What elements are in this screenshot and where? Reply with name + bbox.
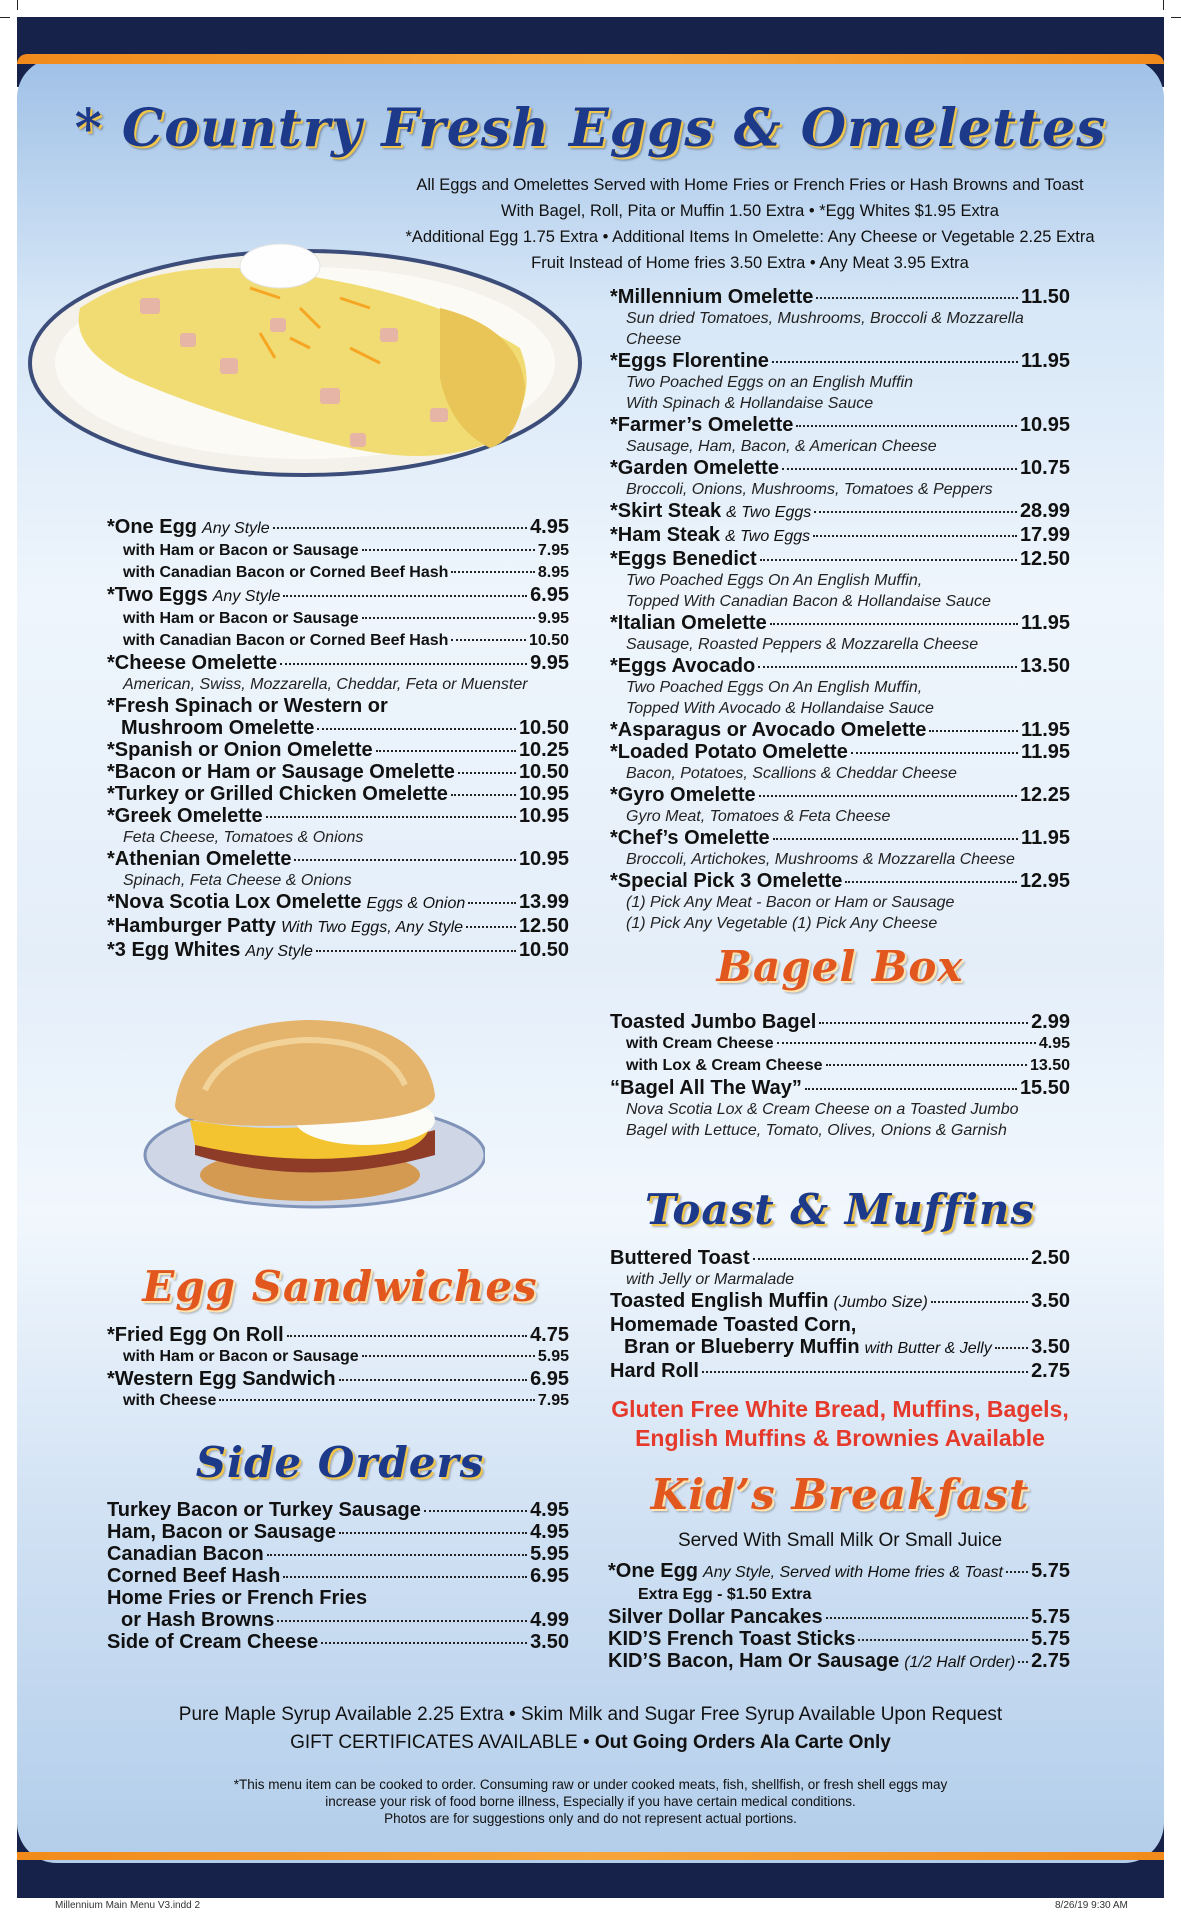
bagel-list [610, 1011, 1070, 1141]
item-name: Toasted Jumbo Bagel [610, 1011, 817, 1033]
leader-dots [317, 728, 516, 730]
menu-item [107, 1499, 569, 1521]
item-name: with Canadian Bacon or Corned Beef Hash [123, 564, 449, 581]
item-note: Any Style [245, 943, 313, 960]
leader-dots [280, 663, 527, 665]
item-name: *Special Pick 3 Omelette [610, 870, 843, 892]
menu-item [107, 516, 569, 540]
item-name: *One Egg [608, 1560, 699, 1582]
menu-item [610, 827, 1070, 849]
menu-item [610, 500, 1070, 524]
leader-dots [219, 1399, 535, 1401]
item-name: Hard Roll [610, 1360, 699, 1382]
item-price: 4.75 [530, 1324, 569, 1346]
item-name: *Skirt Steak [610, 500, 722, 522]
kids-list [608, 1560, 1070, 1674]
item-description: Broccoli, Artichokes, Mushrooms & Mozzarella Cheese [626, 851, 1015, 868]
leader-dots [458, 772, 516, 774]
item-price: 11.95 [1021, 741, 1070, 763]
item-price: 5.75 [1031, 1560, 1070, 1582]
menu-item [610, 548, 1070, 570]
item-price: 11.95 [1021, 719, 1070, 741]
menu-item [107, 540, 569, 562]
page-title: * Country Fresh Eggs & Omelettes [74, 98, 1107, 159]
orange-stripe-top [17, 54, 1164, 64]
kids-subtitle: Served With Small Milk Or Small Juice [677, 1530, 1003, 1551]
item-description: Sun dried Tomatoes, Mushrooms, Broccoli & Mozzarella Cheese [626, 310, 1024, 348]
item-name: Toasted English Muffin [610, 1290, 829, 1312]
menu-item [610, 741, 1070, 763]
item-name: KID’S French Toast Sticks [608, 1628, 856, 1650]
menu-item [107, 915, 569, 939]
item-description: Two Poached Eggs on an English Muffin [626, 374, 913, 391]
menu-item [608, 1650, 1070, 1674]
item-price: 28.99 [1019, 500, 1070, 522]
leader-dots [339, 1532, 527, 1534]
menu-item [107, 761, 569, 783]
item-note: With Two Eggs, Any Style [280, 919, 464, 936]
menu-item [107, 1368, 569, 1390]
menu-item [107, 608, 569, 630]
item-price: 4.99 [530, 1609, 569, 1631]
item-price: 17.99 [1019, 524, 1070, 546]
leader-dots [772, 361, 1018, 363]
item-price: 12.50 [1019, 548, 1070, 570]
sandwiches-list [107, 1324, 569, 1412]
leader-dots [929, 730, 1018, 732]
item-name: *Greek Omelette [107, 805, 263, 827]
leader-dots [814, 511, 1017, 513]
item-name: *One Egg [107, 516, 198, 538]
menu-item [107, 783, 569, 805]
leader-dots [267, 1554, 527, 1556]
item-price: 15.50 [1019, 1077, 1070, 1099]
menu-item [610, 784, 1070, 806]
item-price: 5.95 [530, 1543, 569, 1565]
item-description: with Jelly or Marmalade [626, 1271, 795, 1288]
leader-dots [376, 750, 516, 752]
item-name: *Garden Omelette [610, 457, 779, 479]
item-description: Topped With Canadian Bacon & Hollandaise Sauce [626, 593, 991, 610]
item-name: Corned Beef Hash [107, 1565, 281, 1587]
menu-item [107, 739, 569, 761]
item-note: (Jumbo Size) [833, 1294, 928, 1311]
leader-dots [753, 1258, 1028, 1260]
item-name: *Nova Scotia Lox Omelette [107, 891, 362, 913]
menu-item [610, 350, 1070, 372]
item-description: Bagel with Lettuce, Tomato, Olives, Onions & Garnish [626, 1122, 1007, 1139]
kids-breakfast-title: Kid’s Breakfast [650, 1470, 1030, 1519]
menu-item [610, 286, 1070, 308]
item-price: 12.25 [1019, 784, 1070, 806]
menu-item [107, 1609, 569, 1631]
item-description: Broccoli, Onions, Mushrooms, Tomatoes & Peppers [626, 481, 993, 498]
item-price: 2.99 [1031, 1011, 1070, 1033]
item-name: KID’S Bacon, Ham Or Sausage [608, 1650, 900, 1672]
item-price: 7.95 [537, 1392, 569, 1409]
leader-dots [995, 1347, 1028, 1349]
leader-dots [931, 1301, 1028, 1303]
item-price: 6.95 [530, 1565, 569, 1587]
menu-item [610, 1314, 1070, 1336]
item-note: & Two Eggs [726, 504, 812, 521]
leader-dots [805, 1088, 1017, 1090]
menu-item [107, 652, 569, 674]
menu-item [610, 612, 1070, 634]
item-note: (1/2 Half Order) [904, 1654, 1016, 1671]
menu-item [610, 1011, 1070, 1033]
bagel-box-title: Bagel Box [716, 942, 964, 991]
menu-item [107, 695, 569, 717]
eggs-list-right [610, 286, 1070, 934]
sides-list [107, 1499, 569, 1653]
menu-item [107, 848, 569, 870]
menu-item [610, 1077, 1070, 1099]
item-name: *Gyro Omelette [610, 784, 756, 806]
item-price: 13.99 [518, 891, 569, 913]
omelette-plate-image [20, 238, 600, 483]
menu-item [107, 1521, 569, 1543]
leader-dots [273, 527, 527, 529]
item-price: 2.50 [1031, 1247, 1070, 1269]
menu-item [610, 524, 1070, 548]
item-name: *Spanish or Onion Omelette [107, 739, 373, 761]
item-name: Homemade Toasted Corn, [610, 1314, 857, 1336]
item-price: 10.50 [528, 632, 569, 649]
menu-item [610, 1247, 1070, 1269]
item-price: 7.95 [537, 542, 569, 559]
item-description: (1) Pick Any Vegetable (1) Pick Any Cheese [626, 915, 938, 932]
item-name: *Athenian Omelette [107, 848, 292, 870]
leader-dots [283, 1576, 527, 1578]
menu-item [107, 805, 569, 827]
item-name: Side of Cream Cheese [107, 1631, 319, 1653]
item-name: with Ham or Bacon or Sausage [123, 610, 359, 627]
leader-dots [858, 1639, 1028, 1641]
leader-dots [782, 468, 1017, 470]
item-price: 11.95 [1021, 350, 1070, 372]
leader-dots [266, 816, 516, 818]
leader-dots [826, 1064, 1027, 1066]
menu-item [610, 870, 1070, 892]
menu-item [107, 1587, 569, 1609]
item-description: Gyro Meat, Tomatoes & Feta Cheese [626, 808, 891, 825]
item-note: with Butter & Jelly [864, 1340, 992, 1357]
leader-dots [845, 881, 1017, 883]
item-price: 11.95 [1021, 612, 1070, 634]
leader-dots [819, 1022, 1028, 1024]
item-price: 5.75 [1031, 1606, 1070, 1628]
item-name: or Hash Browns [121, 1609, 275, 1631]
item-price: 10.50 [518, 717, 569, 739]
item-name: “Bagel All The Way” [610, 1077, 802, 1099]
item-name: *Eggs Benedict [610, 548, 757, 570]
leader-dots [287, 1335, 527, 1337]
leader-dots [277, 1620, 527, 1622]
leader-dots [362, 617, 535, 619]
toast-list [610, 1247, 1070, 1382]
item-name: with Lox & Cream Cheese [626, 1057, 823, 1074]
item-name: *Eggs Avocado [610, 655, 756, 677]
item-price: 12.95 [1019, 870, 1070, 892]
item-description: Spinach, Feta Cheese & Onions [123, 872, 352, 889]
item-name: *Chef’s Omelette [610, 827, 770, 849]
item-name: with Ham or Bacon or Sausage [123, 542, 359, 559]
leader-dots [773, 838, 1018, 840]
item-name: *Hamburger Patty [107, 915, 276, 937]
item-description: Bacon, Potatoes, Scallions & Cheddar Cheese [626, 765, 957, 782]
item-price: 10.50 [518, 761, 569, 783]
leader-dots [796, 425, 1017, 427]
menu-item [107, 939, 569, 963]
disclaimer: *This menu item can be cooked to order. Consuming raw or under cooked meats, fish, shellfish, or fresh shell eggs may increase your risk of food borne illness, Especially if you have certain medical conditions. Photos are for suggestions only and do not represent actual portions. [233, 1777, 948, 1826]
menu-item [107, 1631, 569, 1653]
menu-item [107, 1565, 569, 1587]
menu-item [608, 1584, 1070, 1606]
leader-dots [777, 1042, 1036, 1044]
intro-text: All Eggs and Omelettes Served with Home Fries or French Fries or Hash Browns and Toast With Bagel, Roll, Pita or Muffin 1.50 Extra • *Egg Whites $1.95 Extra *Additional Egg 1.75 Extra • Additional Items In Omelette: Any Cheese or Vegetable 2.25 Extra Fruit Instead of Home fries 3.50 Extra • Any Meat 3.95 Extra [405, 176, 1095, 272]
menu-item [610, 414, 1070, 436]
leader-dots [702, 1371, 1028, 1373]
leader-dots [758, 666, 1017, 668]
item-price: 6.95 [530, 584, 569, 606]
menu-item [107, 584, 569, 608]
item-name: *Turkey or Grilled Chicken Omelette [107, 783, 448, 805]
item-price: 10.50 [518, 939, 569, 961]
item-name: *Bacon or Ham or Sausage Omelette [107, 761, 455, 783]
item-price: 5.95 [537, 1348, 569, 1365]
menu-item [610, 655, 1070, 677]
leader-dots [466, 926, 516, 928]
item-name: with Cheese [123, 1392, 217, 1409]
item-note: Eggs & Onion [366, 895, 466, 912]
gluten-free-note: Gluten Free White Bread, Muffins, Bagels, English Muffins & Brownies Available [611, 1396, 1069, 1451]
item-price: 10.95 [518, 783, 569, 805]
menu-item [107, 717, 569, 739]
item-note: Any Style, Served with Home fries & Toast [703, 1564, 1003, 1581]
menu-item [107, 891, 569, 915]
item-price: 4.95 [530, 1499, 569, 1521]
item-description: With Spinach & Hollandaise Sauce [626, 395, 874, 412]
menu-item [610, 1055, 1070, 1077]
item-description: Nova Scotia Lox & Cream Cheese on a Toasted Jumbo [626, 1101, 1019, 1118]
egg-sandwich-image [135, 1000, 485, 1215]
item-name: Extra Egg - $1.50 Extra [638, 1586, 812, 1603]
menu-item [608, 1560, 1070, 1584]
item-price: 11.95 [1021, 827, 1070, 849]
menu-item [107, 1390, 569, 1412]
item-name: Turkey Bacon or Turkey Sausage [107, 1499, 421, 1521]
leader-dots [770, 623, 1018, 625]
item-name: *3 Egg Whites [107, 939, 241, 961]
menu-item [610, 457, 1070, 479]
item-name: *Fresh Spinach or Western or [107, 695, 388, 717]
item-price: 12.50 [518, 915, 569, 937]
leader-dots [316, 950, 516, 952]
item-note: Any Style [212, 588, 281, 605]
menu-item [107, 1346, 569, 1368]
item-note: Any Style [202, 520, 270, 537]
item-description: American, Swiss, Mozzarella, Cheddar, Feta or Muenster [123, 676, 528, 693]
item-price: 3.50 [530, 1631, 569, 1653]
item-name: *Italian Omelette [610, 612, 767, 634]
item-description: Sausage, Ham, Bacon, & American Cheese [626, 438, 937, 455]
item-name: Buttered Toast [610, 1247, 750, 1269]
item-price: 10.95 [518, 848, 569, 870]
item-name: Ham, Bacon or Sausage [107, 1521, 336, 1543]
item-note: & Two Eggs [725, 528, 811, 545]
leader-dots [362, 549, 535, 551]
item-price: 4.95 [530, 516, 569, 538]
item-name: Home Fries or French Fries [107, 1587, 368, 1609]
item-name: *Millennium Omelette [610, 286, 814, 308]
item-price: 6.95 [530, 1368, 569, 1390]
item-description: Feta Cheese, Tomatoes & Onions [123, 829, 364, 846]
item-price: 10.75 [1019, 457, 1070, 479]
item-price: 5.75 [1031, 1628, 1070, 1650]
item-description: Two Poached Eggs On An English Muffin, [626, 572, 923, 589]
menu-item [608, 1606, 1070, 1628]
menu-item [610, 1033, 1070, 1055]
menu-item [107, 1543, 569, 1565]
leader-dots [1018, 1661, 1028, 1663]
item-price: 9.95 [537, 610, 569, 627]
menu-item [610, 1336, 1070, 1360]
item-price: 2.75 [1031, 1650, 1070, 1672]
leader-dots [813, 535, 1017, 537]
item-price: 2.75 [1031, 1360, 1070, 1382]
leader-dots [362, 1355, 535, 1357]
leader-dots [451, 639, 526, 641]
item-description: Sausage, Roasted Peppers & Mozzarella Cheese [626, 636, 979, 653]
leader-dots [760, 559, 1017, 561]
item-name: with Ham or Bacon or Sausage [123, 1348, 359, 1365]
item-name: with Cream Cheese [626, 1035, 774, 1052]
item-name: *Asparagus or Avocado Omelette [610, 719, 927, 741]
leader-dots [283, 595, 527, 597]
item-price: 9.95 [530, 652, 569, 674]
item-name: *Eggs Florentine [610, 350, 769, 372]
item-price: 8.95 [537, 564, 569, 581]
footer-notes: Pure Maple Syrup Available 2.25 Extra • Skim Milk and Sugar Free Syrup Available Upon Request GIFT CERTIFICATES AVAILABLE • Out Going Orders Ala Carte Only [178, 1704, 1003, 1753]
menu-item [608, 1628, 1070, 1650]
file-slug: Millennium Main Menu V3.indd 2 [55, 1900, 201, 1911]
menu-item [610, 1290, 1070, 1314]
toast-muffins-title: Toast & Muffins [644, 1185, 1036, 1234]
item-price: 11.50 [1021, 286, 1070, 308]
leader-dots [468, 902, 516, 904]
item-name: *Ham Steak [610, 524, 721, 546]
menu-item [107, 630, 569, 652]
item-name: Silver Dollar Pancakes [608, 1606, 823, 1628]
item-price: 10.95 [1019, 414, 1070, 436]
leader-dots [1006, 1571, 1028, 1573]
eggs-list-left [107, 516, 569, 963]
leader-dots [851, 752, 1018, 754]
item-price: 4.95 [530, 1521, 569, 1543]
leader-dots [451, 794, 516, 796]
leader-dots [759, 795, 1017, 797]
item-price: 3.50 [1031, 1290, 1070, 1312]
item-name: *Cheese Omelette [107, 652, 278, 674]
item-name: *Two Eggs [107, 584, 208, 606]
item-description: Two Poached Eggs On An English Muffin, [626, 679, 923, 696]
item-name: Bran or Blueberry Muffin [624, 1336, 860, 1358]
item-price: 10.25 [518, 739, 569, 761]
menu-item [610, 1360, 1070, 1382]
item-name: *Western Egg Sandwich [107, 1368, 336, 1390]
item-name: *Fried Egg On Roll [107, 1324, 284, 1346]
item-name: *Loaded Potato Omelette [610, 741, 848, 763]
item-price: 4.95 [1038, 1035, 1070, 1052]
item-price: 13.50 [1029, 1057, 1070, 1074]
leader-dots [321, 1642, 527, 1644]
side-orders-title: Side Orders [195, 1438, 485, 1487]
orange-stripe-bottom [17, 1852, 1164, 1860]
leader-dots [294, 859, 515, 861]
leader-dots [816, 297, 1018, 299]
menu-item [107, 1324, 569, 1346]
menu-item [610, 719, 1070, 741]
item-name: with Canadian Bacon or Corned Beef Hash [123, 632, 449, 649]
item-price: 10.95 [518, 805, 569, 827]
item-description: Topped With Avocado & Hollandaise Sauce [626, 700, 934, 717]
date-slug: 8/26/19 9:30 AM [1055, 1900, 1128, 1911]
egg-sandwiches-title: Egg Sandwiches [142, 1262, 538, 1311]
item-name: Mushroom Omelette [121, 717, 315, 739]
item-price: 3.50 [1031, 1336, 1070, 1358]
item-name: *Farmer’s Omelette [610, 414, 794, 436]
leader-dots [339, 1379, 527, 1381]
item-price: 13.50 [1019, 655, 1070, 677]
leader-dots [826, 1617, 1028, 1619]
leader-dots [424, 1510, 527, 1512]
item-name: Canadian Bacon [107, 1543, 264, 1565]
item-description: (1) Pick Any Meat - Bacon or Ham or Sausage [626, 894, 955, 911]
menu-item [107, 562, 569, 584]
leader-dots [451, 571, 534, 573]
